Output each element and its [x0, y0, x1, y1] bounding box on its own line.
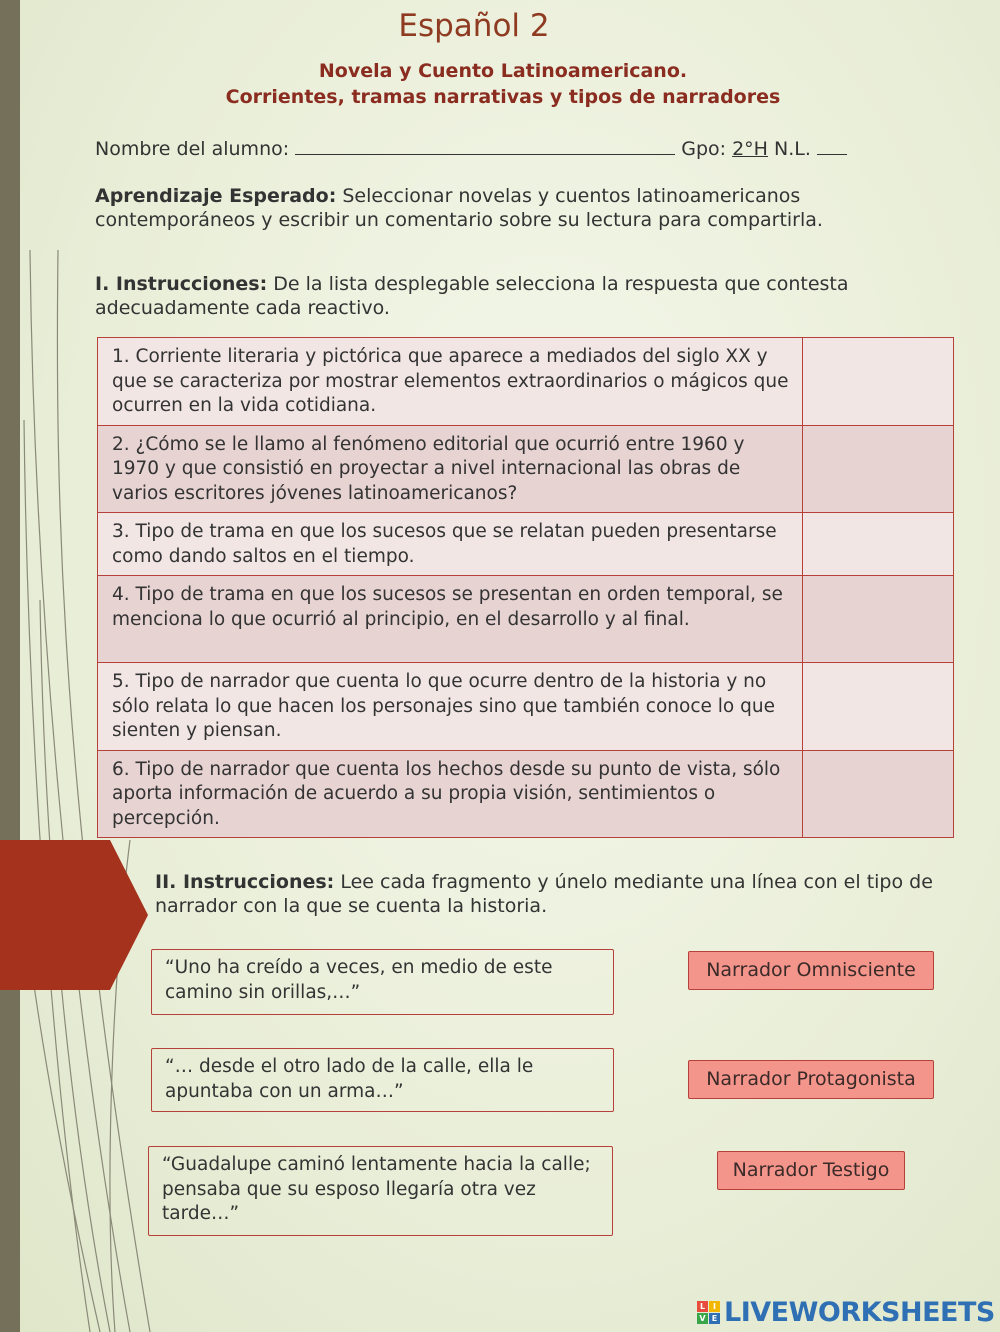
narrator-omnisciente[interactable]: Narrador Omnisciente — [688, 951, 934, 990]
logo-icon: L I V E — [697, 1301, 720, 1324]
section1-text-2: adecuadamente cada reactivo. — [95, 297, 390, 319]
student-info — [95, 136, 847, 161]
nl-field[interactable] — [817, 136, 847, 155]
learning-text-2: contemporáneos y escribir un comentario sobre su lectura para compartirla. — [95, 209, 823, 231]
nl-label: N.L. — [774, 138, 811, 160]
page-title: Español 2 — [398, 8, 550, 44]
section2-instructions — [155, 870, 933, 918]
table-row — [98, 338, 954, 426]
answer-dropdown-6[interactable] — [803, 750, 954, 838]
table-row — [98, 663, 954, 751]
group-value: 2°H — [732, 138, 768, 160]
question-4: 4. Tipo de trama en que los sucesos se presentan en orden temporal, se menciona lo que ocurrió al principio, en el desarrollo y al final. — [98, 576, 803, 663]
table-row — [98, 750, 954, 838]
section2-label: II. Instrucciones: — [155, 871, 335, 893]
section1-instructions — [95, 272, 849, 320]
answer-dropdown-4[interactable] — [803, 576, 954, 663]
section2-text-1: Lee cada fragmento y únelo mediante una línea con el tipo de — [340, 871, 933, 893]
table-row — [98, 576, 954, 663]
narrator-protagonista[interactable]: Narrador Protagonista — [688, 1060, 934, 1099]
subtitle-2: Corrientes, tramas narrativas y tipos de narradores — [225, 86, 781, 108]
answer-dropdown-5[interactable] — [803, 663, 954, 751]
learning-text-1: Seleccionar novelas y cuentos latinoamericanos — [342, 185, 801, 207]
brand-text: LIVEWORKSHEETS — [724, 1296, 995, 1328]
name-field[interactable] — [295, 136, 675, 155]
section2-text-2: narrador con la que se cuenta la historia. — [155, 895, 548, 917]
section1-label: I. Instrucciones: — [95, 273, 268, 295]
question-5: 5. Tipo de narrador que cuenta lo que ocurre dentro de la historia y no sólo relata lo que hacen los personajes sino que también conoce lo que sienten y piensan. — [98, 663, 803, 751]
learning-label: Aprendizaje Esperado: — [95, 185, 337, 207]
answer-dropdown-3[interactable] — [803, 513, 954, 576]
table-row — [98, 513, 954, 576]
subtitle-1: Novela y Cuento Latinoamericano. — [318, 60, 688, 82]
learning-block — [95, 184, 823, 232]
question-table — [97, 337, 954, 838]
question-6: 6. Tipo de narrador que cuenta los hechos desde su punto de vista, sólo aporta información de acuerdo a su propia visión, sentimientos o percepción. — [98, 750, 803, 838]
table-row — [98, 425, 954, 513]
question-2: 2. ¿Cómo se le llamo al fenómeno editorial que ocurrió entre 1960 y 1970 y que consistió en proyectar a nivel internacional las obras de varios escritores jóvenes latinoamericanos? — [98, 425, 803, 513]
fragment-2[interactable]: “… desde el otro lado de la calle, ella le apuntaba con un arma…” — [151, 1048, 614, 1112]
fragment-1[interactable]: “Uno ha creído a veces, en medio de este camino sin orillas,…” — [151, 949, 614, 1015]
question-1: 1. Corriente literaria y pictórica que aparece a mediados del siglo XX y que se caracteriza por mostrar elementos extraordinarios o mágicos que ocurren en la vida cotidiana. — [98, 338, 803, 426]
group-label: Gpo: — [681, 138, 727, 160]
section1-text-1: De la lista desplegable selecciona la respuesta que contesta — [273, 273, 849, 295]
answer-dropdown-1[interactable] — [803, 338, 954, 426]
question-3: 3. Tipo de trama en que los sucesos que se relatan pueden presentarse como dando saltos en el tiempo. — [98, 513, 803, 576]
answer-dropdown-2[interactable] — [803, 425, 954, 513]
liveworksheets-logo — [697, 1296, 995, 1328]
name-label: Nombre del alumno: — [95, 138, 290, 160]
chevron-shape — [0, 840, 150, 990]
narrator-testigo[interactable]: Narrador Testigo — [717, 1151, 905, 1190]
fragment-3[interactable]: “Guadalupe caminó lentamente hacia la calle; pensaba que su esposo llegaría otra vez tarde…” — [148, 1146, 613, 1236]
